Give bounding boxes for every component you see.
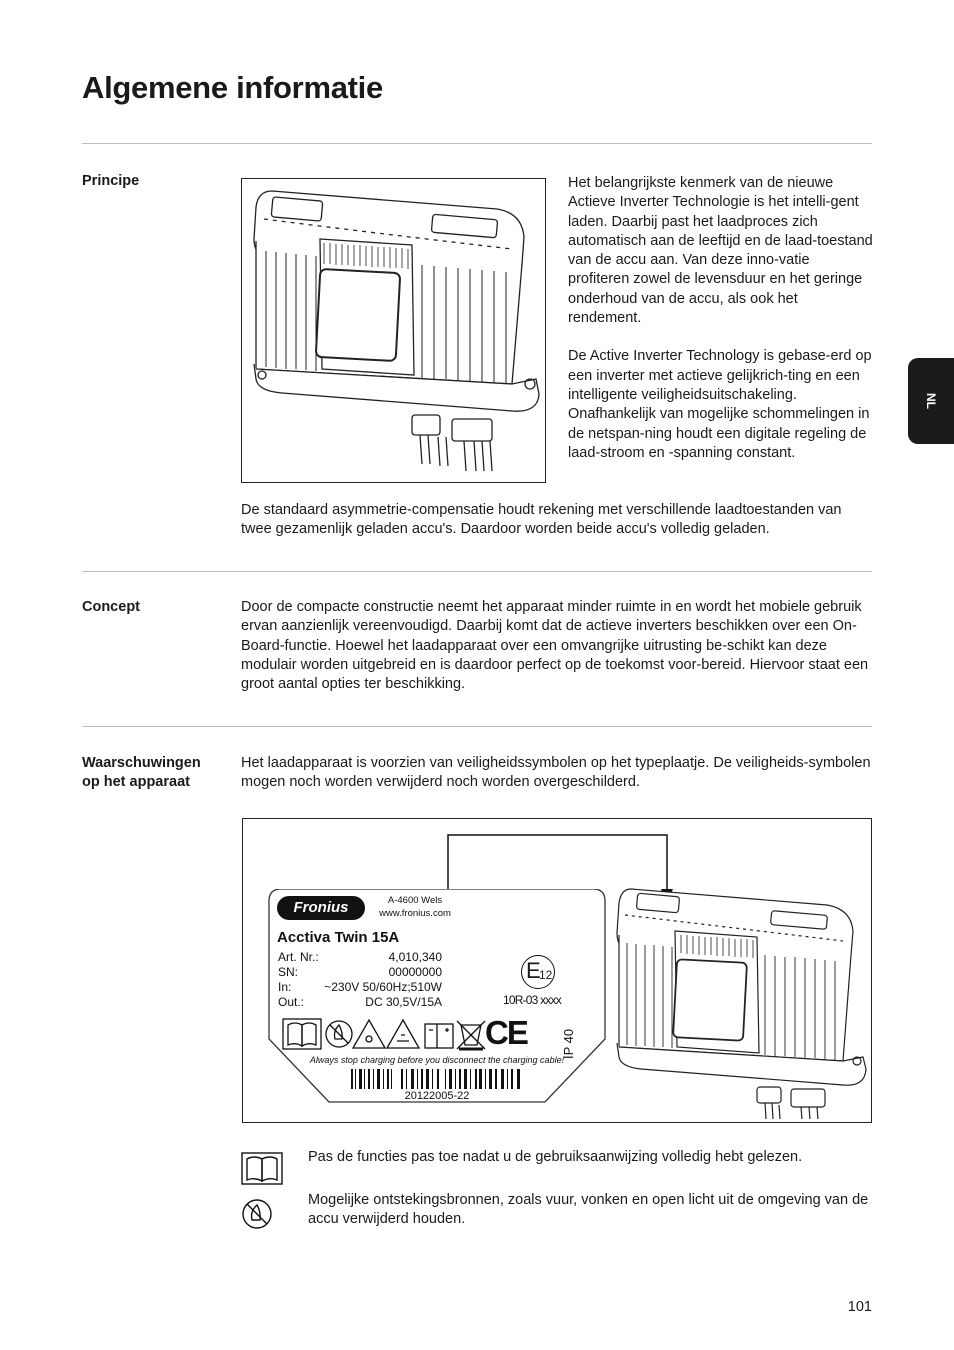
- section-heading-warnings-line1: Waarschuwingen: [82, 755, 201, 771]
- principe-paragraph-1: Het belangrijkste kenmerk van de nieuwe Actieve Inverter Technologie is het intelli-gent laden. Daarbij past het laadproces zich automatisch aan de leeftijd en de laad-toestand van de accu aan. Van deze inno-vatie profiteren zowel de levensduur en het geringe onderhoud van de accu, als ook het rendement.: [568, 175, 873, 327]
- warnings-paragraph: Het laadapparaat is voorzien van veiligheidssymbolen op het typeplaatje. De veiligheids-symbolen mogen noch worden verwijderd noch worden overgeschilderd.: [241, 755, 871, 791]
- warning-triangle-icon: [353, 1020, 385, 1048]
- plate-row-label: Out.:: [278, 995, 305, 1009]
- approval-code: 10R-03 xxxx: [503, 993, 561, 1007]
- device-small-drawing: [607, 879, 869, 1119]
- manual-icon: [283, 1019, 321, 1049]
- barcode: [351, 1069, 523, 1091]
- plate-address-line2: www.fronius.com: [379, 908, 451, 919]
- device-illustration: [241, 178, 546, 483]
- language-tab-label: NL: [924, 393, 938, 409]
- plate-warning-text: Always stop charging before you disconnect the charging cable!: [309, 1055, 565, 1065]
- ce-mark: CE: [485, 1014, 527, 1051]
- weee-bin-icon: [457, 1021, 485, 1049]
- section-heading-warnings-line2: op het apparaat: [82, 774, 190, 790]
- charger-drawing: [242, 179, 545, 482]
- manual-icon: [240, 1150, 284, 1186]
- plate-row-label: In:: [278, 980, 292, 994]
- ip-rating-text: IP 40: [561, 1028, 576, 1059]
- no-flame-icon: [326, 1021, 352, 1047]
- section-heading-concept: Concept: [82, 599, 140, 615]
- e-mark-number: 12: [539, 968, 553, 982]
- e-mark-circle: [521, 955, 555, 989]
- symbol-manual-text: Pas de functies pas toe nadat u de gebruiksaanwijzing volledig hebt gelezen.: [308, 1149, 803, 1165]
- concept-paragraph: Door de compacte constructie neemt het apparaat minder ruimte in en wordt het mobiele gebruik ervan aanzienlijk vereenvoudigd. Daarbij komt dat de actieve inverters beschikken over een On-Board-functie. Hoewel het laadapparaat over een omvangrijke uitrusting be-schikt kan deze modulair worden uitgebreid en is daardoor perfect op de toekomst voor-bereid. Hiervoor staat een groot aantal opties ter beschikking.: [241, 599, 869, 693]
- language-tab[interactable]: [908, 358, 954, 444]
- barcode-number: 20122005-22: [404, 1090, 470, 1102]
- rating-plate: [267, 889, 607, 1104]
- rating-plate-figure: [242, 818, 872, 1123]
- page-title: Algemene informatie: [82, 70, 383, 105]
- plate-model: Acctiva Twin 15A: [277, 929, 400, 946]
- plate-row-label: Art. Nr.:: [278, 950, 319, 964]
- plate-row-value: 00000000: [388, 965, 442, 979]
- page-number: 101: [847, 1299, 872, 1315]
- principe-paragraph-3: De standaard asymmetrie-compensatie houdt rekening met verschillende laadtoestanden van twee gezamenlijk geladen accu's. Daardoor worden beide accu's volledig geladen.: [241, 502, 842, 538]
- section-heading-principe: Principe: [82, 173, 140, 189]
- plate-row-value: 4,010,340: [388, 950, 442, 964]
- plate-row-value: ~230V 50/60Hz;510W: [324, 980, 442, 994]
- battery-icon: [425, 1024, 453, 1048]
- section-heading-warnings: [82, 754, 201, 792]
- no-open-flame-icon: [240, 1197, 274, 1231]
- fronius-logo-text: Fronius: [293, 899, 349, 916]
- symbol-no-flame-text: Mogelijke ontstekingsbronnen, zoals vuur, vonken en open licht uit de omgeving van de accu verwijderd houden.: [308, 1192, 869, 1228]
- e-mark-letter: E: [526, 958, 541, 983]
- plate-row-label: SN:: [278, 965, 299, 979]
- divider: [82, 143, 872, 144]
- divider: [82, 571, 872, 572]
- divider: [82, 726, 872, 727]
- fronius-logo: [277, 896, 365, 920]
- caution-triangle-icon: [387, 1020, 419, 1048]
- plate-address-line1: A-4600 Wels: [387, 895, 443, 906]
- plate-row-value: DC 30,5V/15A: [365, 995, 442, 1009]
- principe-paragraph-2: De Active Inverter Technology is gebase-erd op een inverter met actieve gelijkrich-ting en een intelligente veiligheidsuitschakeling. Onafhankelijk van mogelijke schommelingen in de netspan-ning houdt een digitale regeling de laad-stroom en -spanning constant.: [568, 348, 872, 461]
